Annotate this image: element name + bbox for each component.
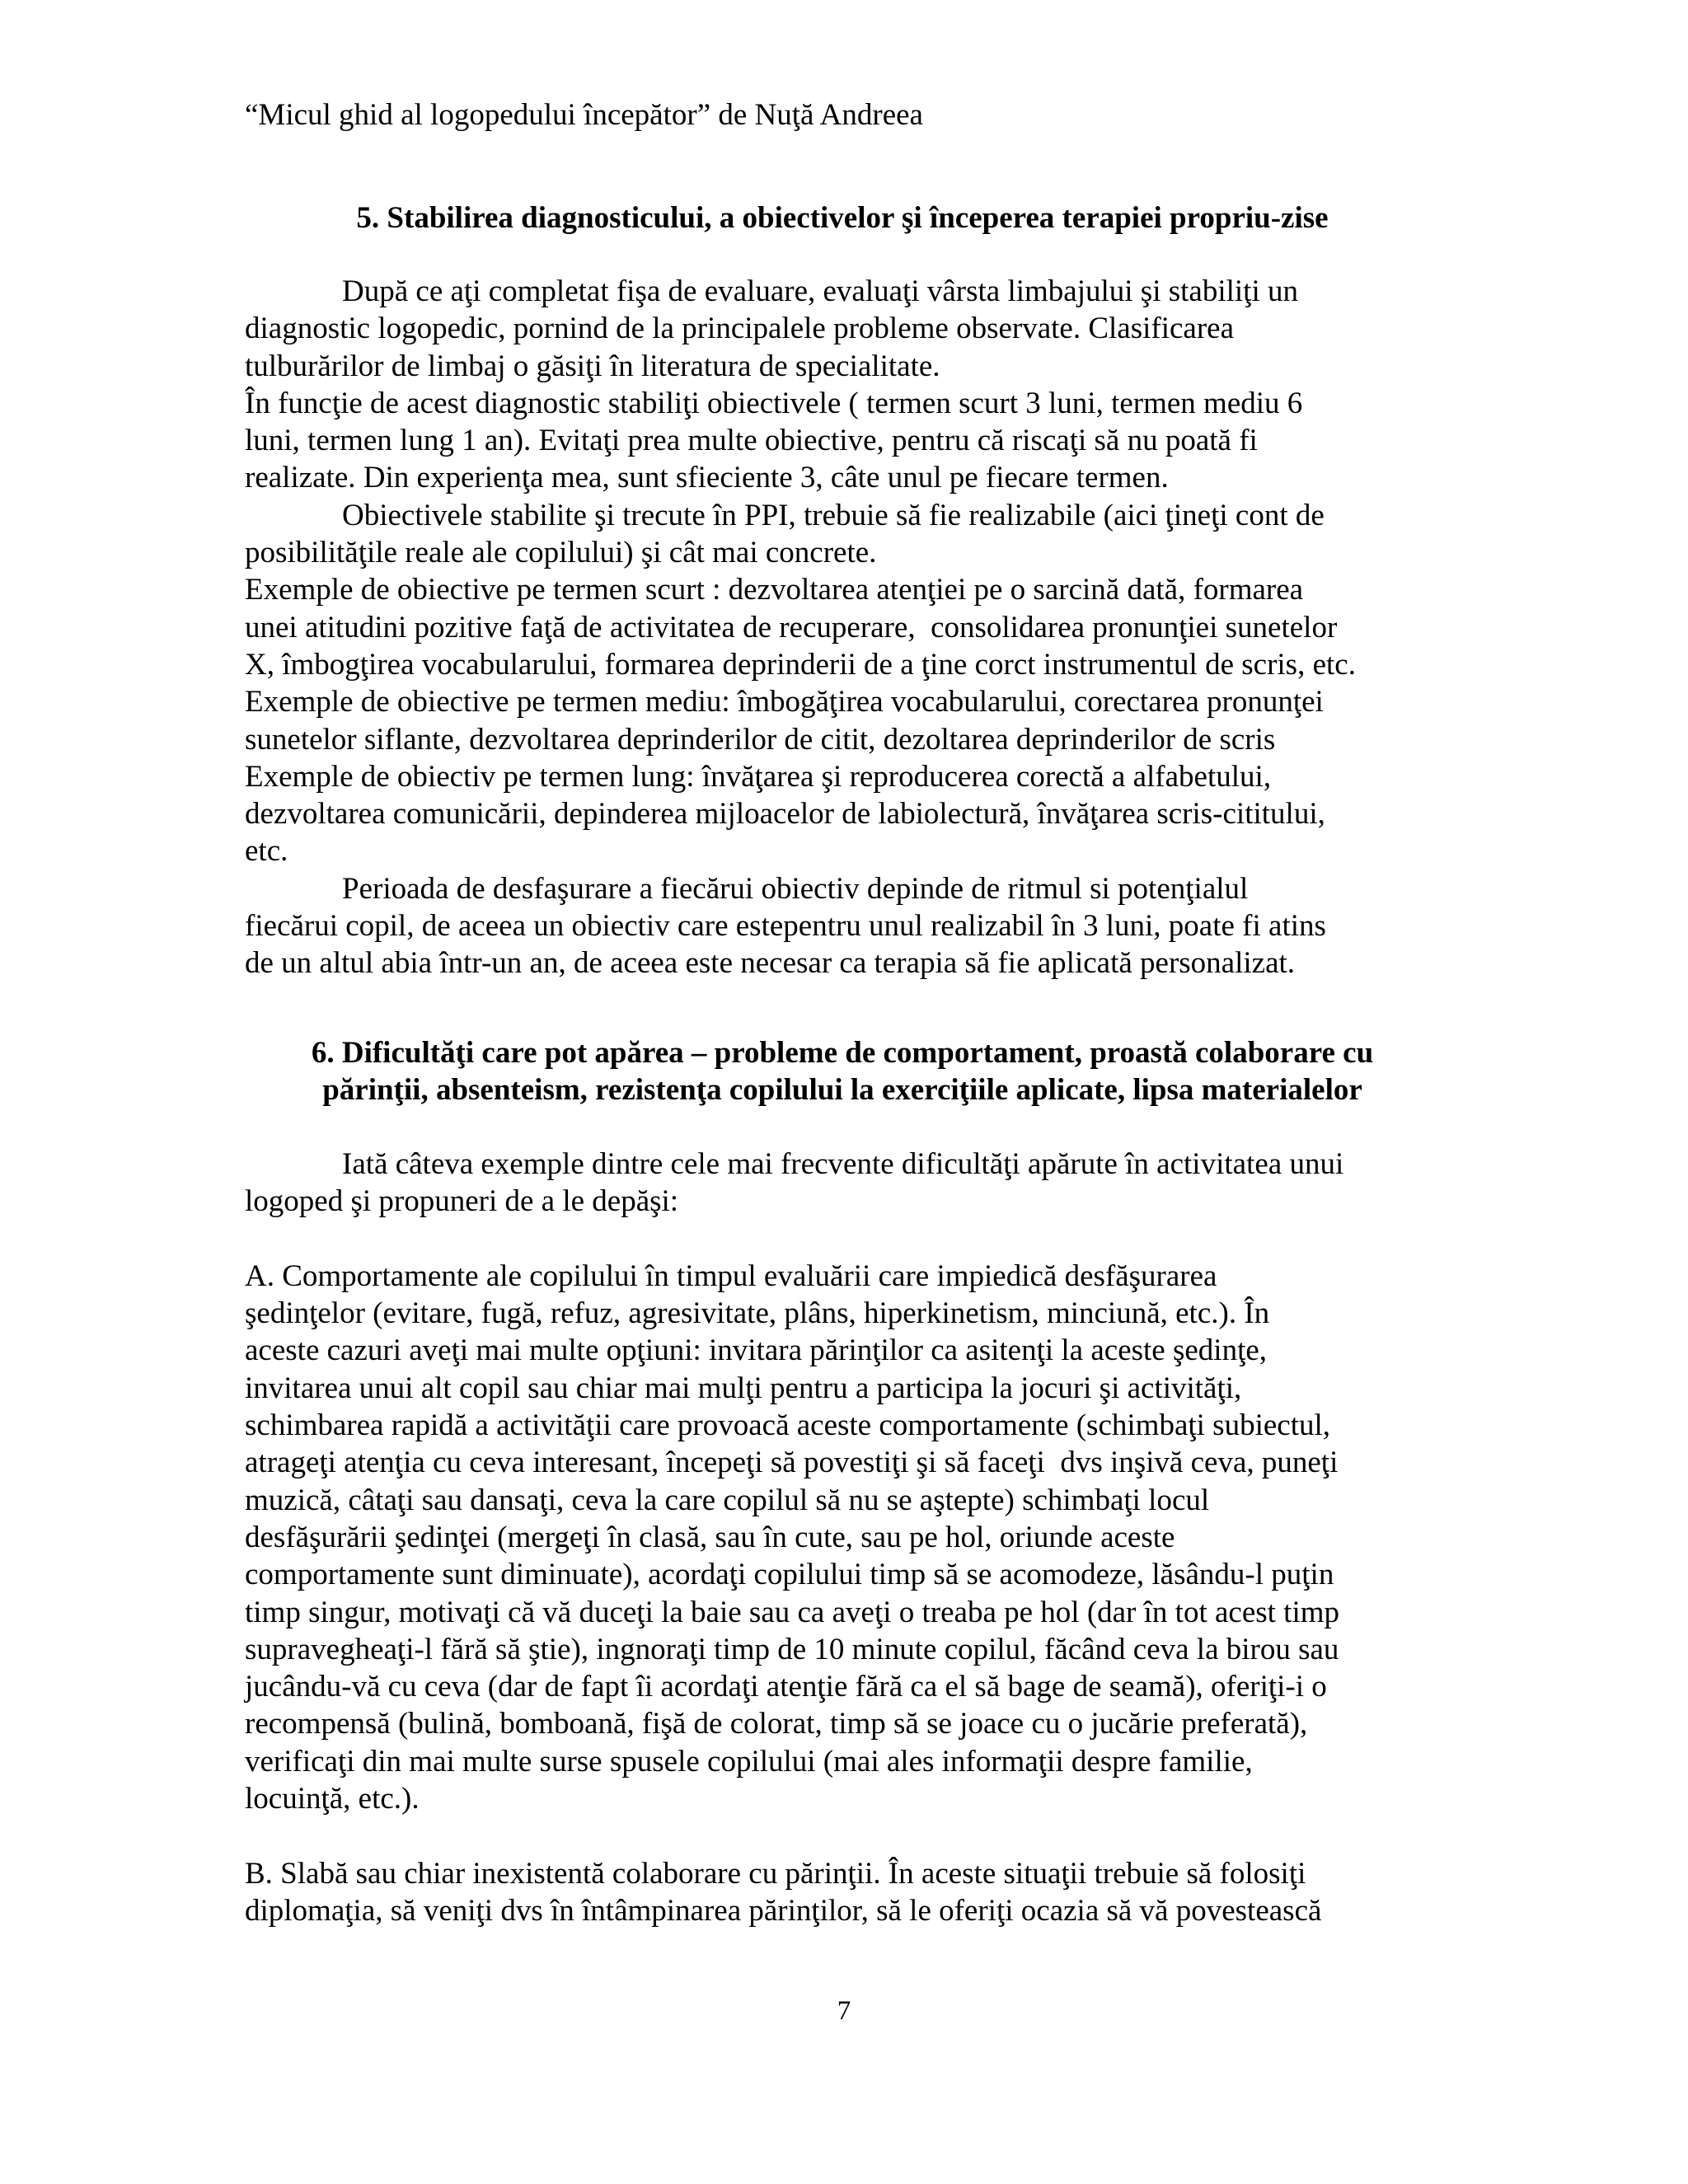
paragraph-line: jucându-vă cu ceva (dar de fapt îi acordaţi atenţie fără ca el să bage de seamă), oferiţi-i o	[245, 1670, 1327, 1704]
section-6-body	[245, 1146, 1448, 1929]
paragraph-line: locuinţă, etc.).	[245, 1782, 420, 1816]
paragraph-line: B. Slabă sau chiar inexistentă colaborare cu părinţii. În aceste situaţii trebuie să folosiţi	[245, 1856, 1306, 1891]
paragraph-line: unei atitudini pozitive faţă de activitatea de recuperare, consolidarea pronunţiei sunetelor	[245, 610, 1338, 644]
paragraph-line: şedinţelor (evitare, fugă, refuz, agresivitate, plâns, hiperkinetism, minciună, etc.). În	[245, 1296, 1270, 1331]
paragraph-line: X, îmbogţirea vocabularului, formarea deprinderii de a ţine corct instrumentul de scris, etc.	[245, 647, 1356, 682]
paragraph-line: supravegheaţi-l fără să ştie), ingnoraţi timp de 10 minute copilul, făcând ceva la birou sau	[245, 1632, 1339, 1666]
paragraph-line: diagnostic logopedic, pornind de la principalele probleme observate. Clasificarea	[245, 312, 1235, 346]
paragraph-line: dezvoltarea comunicării, depinderea mijloacelor de labiolectură, învăţarea scris-cititului,	[245, 797, 1325, 832]
paragraph-line: sunetelor siflante, dezvoltarea deprinderilor de citit, dezoltarea deprinderilor de scris	[245, 722, 1276, 757]
paragraph-line: realizate. Din experienţa mea, sunt sfieciente 3, câte unul pe fiecare termen.	[245, 461, 1169, 495]
paragraph-line: atrageţi atenţia cu ceva interesant, începeţi să povestiţi şi să faceţi dvs inşivă ceva, puneţi	[245, 1446, 1339, 1480]
paragraph-line: schimbarea rapidă a activităţii care provoacă aceste comportamente (schimbaţi subiectul,	[245, 1408, 1331, 1443]
paragraph-line: desfăşurării şedinţei (mergeţi în clasă, sau în cute, sau pe hol, oriunde aceste	[245, 1520, 1175, 1554]
paragraph-line: diplomaţia, să veniţi dvs în întâmpinarea părinţilor, să le oferiţi ocazia să vă povestească	[245, 1893, 1322, 1928]
section-6-heading-line-1: 6. Dificultăţi care pot apărea – probleme de comportament, proastă colaborare cu	[311, 1036, 1374, 1070]
blank-line	[245, 1221, 1448, 1258]
paragraph-line: comportamente sunt diminuate), acordaţi copilului timp să se acomodeze, lăsându-l puţin	[245, 1558, 1334, 1592]
paragraph-line: luni, termen lung 1 an). Evitaţi prea multe obiective, pentru că riscaţi să nu poată fi	[245, 424, 1258, 458]
paragraph-line: fiecărui copil, de aceea un obiectiv care estepentru unul realizabil în 3 luni, poate fi atins	[245, 909, 1326, 944]
paragraph-line: etc.	[245, 834, 288, 869]
paragraph-line: Perioada de desfaşurare a fiecărui obiectiv depinde de ritmul si potenţialul	[342, 871, 1249, 906]
running-header: “Micul ghid al logopedului începător” de Nuţă Andreea	[245, 98, 923, 132]
section-6-heading-line-2: părinţii, absenteism, rezistenţa copilului la exerciţiile aplicate, lipsa materialelor	[322, 1073, 1362, 1107]
paragraph-line: aceste cazuri aveţi mai multe opţiuni: invitara părinţilor ca asitenţi la aceste şedinţe,	[245, 1333, 1268, 1368]
paragraph-line: invitarea unui alt copil sau chiar mai mulţi pentru a participa la jocuri şi activităţi,	[245, 1371, 1242, 1405]
page-number: 7	[837, 1996, 851, 2026]
paragraph-line: logoped şi propuneri de a le depăşi:	[245, 1184, 679, 1219]
paragraph-line: Exemple de obiective pe termen mediu: îmbogăţirea vocabularului, corectarea pronunţei	[245, 685, 1324, 719]
paragraph-line: de un altul abia într-un an, de aceea este necesar ca terapia să fie aplicată personalizat.	[245, 946, 1296, 981]
blank-line	[245, 1817, 1448, 1854]
paragraph-line: Exemple de obiective pe termen scurt : dezvoltarea atenţiei pe o sarcină dată, formarea	[245, 573, 1304, 607]
paragraph-line: muzică, câtaţi sau dansaţi, ceva la care copilul să nu se aştepte) schimbaţi locul	[245, 1483, 1210, 1517]
section-6-heading	[245, 1034, 1440, 1108]
paragraph-line: posibilităţile reale ale copilului) şi cât mai concrete.	[245, 536, 877, 570]
section-5-heading: 5. Stabilirea diagnosticului, a obiectivelor şi începerea terapiei propriu-zise	[356, 201, 1329, 235]
section-5-body	[245, 273, 1448, 982]
paragraph-line: În funcţie de acest diagnostic stabiliţi obiectivele ( termen scurt 3 luni, termen mediu 6	[245, 386, 1303, 420]
paragraph-line: Obiectivele stabilite şi trecute în PPI, trebuie să fie realizabile (aici ţineţi cont de	[342, 498, 1325, 532]
paragraph-line: Exemple de obiectiv pe termen lung: învăţarea şi reproducerea corectă a alfabetului,	[245, 759, 1272, 794]
paragraph-line: recompensă (bulină, bomboană, fişă de colorat, timp să se joace cu o jucărie preferată),	[245, 1707, 1308, 1741]
paragraph-line: verificaţi din mai multe surse spusele copilului (mai ales informaţii despre familie,	[245, 1744, 1253, 1779]
paragraph-line: Iată câteva exemple dintre cele mai frecvente dificultăţi apărute în activitatea unui	[342, 1147, 1344, 1181]
paragraph-line: A. Comportamente ale copilului în timpul evaluării care impiedică desfăşurarea	[245, 1258, 1217, 1293]
paragraph-line: tulburărilor de limbaj o găsiţi în literatura de specialitate.	[245, 349, 940, 383]
paragraph-line: După ce aţi completat fişa de evaluare, evaluaţi vârsta limbajului şi stabiliţi un	[342, 274, 1298, 308]
paragraph-line: timp singur, motivaţi că vă duceţi la baie sau ca aveţi o treaba pe hol (dar în tot acest timp	[245, 1595, 1340, 1629]
